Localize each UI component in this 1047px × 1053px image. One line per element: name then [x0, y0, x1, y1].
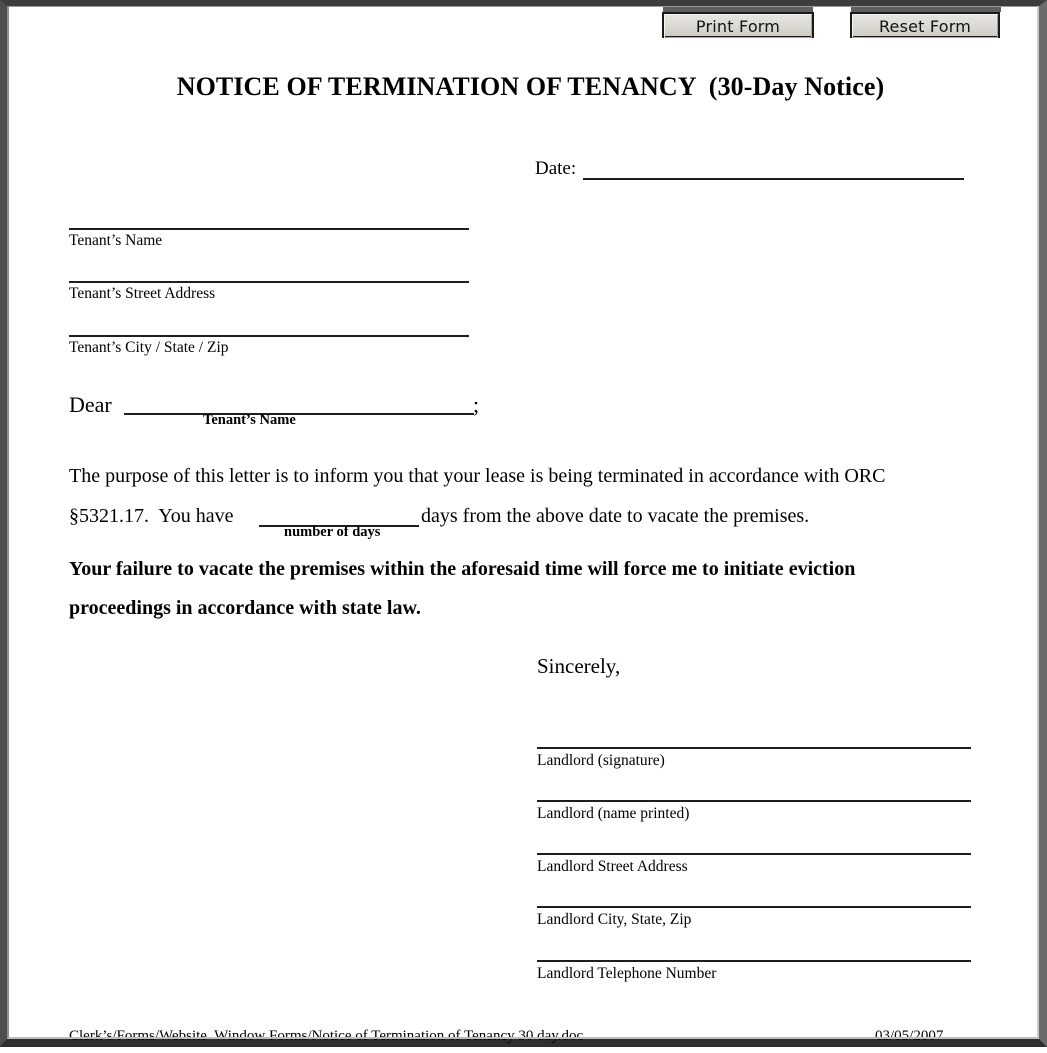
date-field-rule[interactable] [583, 178, 964, 180]
landlord-name-field-rule[interactable] [537, 800, 971, 802]
page-title: NOTICE OF TERMINATION OF TENANCY (30-Day Notice) [176, 72, 885, 101]
landlord-phone-caption: Landlord Telephone Number [537, 965, 717, 982]
salutation-name-caption: Tenant’s Name [203, 412, 296, 428]
tenant-street-field-rule[interactable] [69, 281, 469, 283]
landlord-city-caption: Landlord City, State, Zip [537, 911, 692, 928]
warning-paragraph-line-1: Your failure to vacate the premises within the aforesaid time will force me to initiate eviction [69, 558, 856, 580]
date-label: Date: [535, 158, 577, 179]
body-paragraph-line-2-before: §5321.17. You have [69, 505, 234, 527]
footer-file-path: Clerk’s/Forms/Website Window Forms/Notice of Termination of Tenancy 30 day.doc [69, 1028, 584, 1044]
tenant-city-field-rule[interactable] [69, 335, 469, 337]
landlord-name-caption: Landlord (name printed) [537, 805, 690, 822]
tenant-street-caption: Tenant’s Street Address [69, 285, 216, 302]
salutation-word: Dear [69, 392, 112, 417]
landlord-signature-caption: Landlord (signature) [537, 752, 665, 769]
salutation-terminator: ; [473, 392, 480, 417]
landlord-street-field-rule[interactable] [537, 853, 971, 855]
footer-date: 03/05/2007 [875, 1028, 944, 1044]
landlord-phone-field-rule[interactable] [537, 960, 971, 962]
reset-form-button-label: Reset Form [852, 14, 998, 38]
document-sheet [7, 6, 1047, 1053]
print-form-button[interactable] [662, 12, 814, 38]
warning-paragraph-line-2: proceedings in accordance with state law. [69, 597, 421, 619]
landlord-city-field-rule[interactable] [537, 906, 971, 908]
tenant-name-caption: Tenant’s Name [69, 232, 163, 249]
body-paragraph-line-1: The purpose of this letter is to inform you that your lease is being terminated in accordance with ORC [69, 465, 886, 487]
landlord-signature-field-rule[interactable] [537, 747, 971, 749]
landlord-street-caption: Landlord Street Address [537, 858, 688, 875]
tenant-city-caption: Tenant’s City / State / Zip [69, 339, 229, 356]
body-paragraph-line-2-after: days from the above date to vacate the premises. [421, 505, 810, 527]
print-form-button-label: Print Form [664, 14, 812, 38]
number-of-days-caption: number of days [284, 524, 381, 540]
salutation-name-field-rule[interactable] [124, 413, 474, 415]
closing-salutation: Sincerely, [537, 654, 621, 678]
reset-form-button[interactable] [850, 12, 1000, 38]
tenant-name-field-rule[interactable] [69, 228, 469, 230]
